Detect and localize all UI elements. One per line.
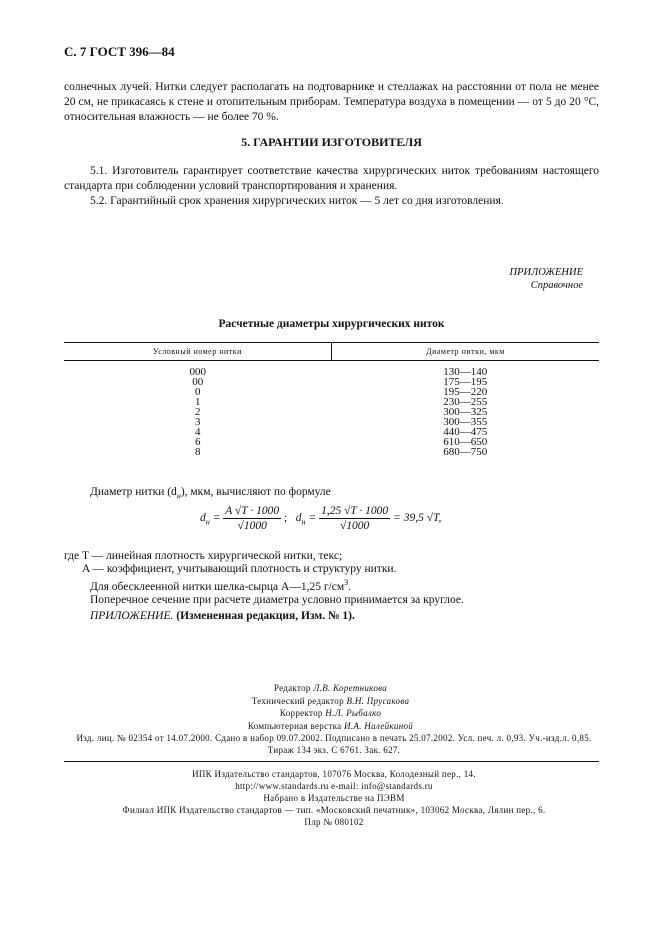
table-row: [64, 397, 599, 407]
formula-intro: [90, 486, 331, 500]
editor-line: Редактор Л.В. Коретникова: [273, 683, 388, 693]
editor-line: Технический редактор В.Н. Прусакова: [251, 695, 410, 706]
section-item-5-1: 5.1. Изготовитель гарантирует соответствие качества хирургических ниток требованиям настоящего стандарта при соблюдении условий транспортирования и хранения.: [64, 165, 599, 192]
appendix-label: ПРИЛОЖЕНИЕ: [509, 267, 583, 278]
diameter-table: [64, 342, 599, 457]
publisher-line: Плр № 080102: [304, 817, 364, 827]
formula-separator: ;: [283, 512, 288, 525]
formula-intro-sub: н: [176, 491, 181, 501]
legend-line-t: где T — линейная плотность хирургической нитки, текс;: [64, 550, 343, 562]
formula-result: = 39,5 √T,: [393, 512, 442, 525]
table-row: [64, 437, 599, 447]
table-cell: 195—220: [443, 386, 488, 398]
table-header-diameter: Диаметр нитки, мкм: [332, 343, 600, 361]
imprint-line: Изд. лиц. № 02354 от 14.07.2000. Сдано в набор 09.07.2002. Подписано в печать 25.07.2002. Усл. печ. л. 0,93. Уч.-изд.л. 0,85.: [76, 733, 592, 743]
editor-line: Корректор Н.Л. Рыбалко: [279, 708, 382, 718]
section-items: [64, 164, 599, 209]
legend-line-a: A — коэффициент, учитывающий плотность и структуру нитки.: [82, 563, 397, 575]
table-cell: 300—325: [443, 406, 488, 418]
table-cell: 175—195: [443, 376, 488, 388]
table-row: [64, 387, 599, 397]
publisher-line: Набрано в Издательстве на ПЭВМ: [263, 793, 405, 803]
formula-lhs: $d_н$ =: [200, 512, 221, 527]
table-cell: 300—355: [443, 416, 488, 428]
table-cell: 0: [195, 386, 201, 398]
formula-fraction-2-num: 1,25 √T · 1000: [321, 505, 389, 517]
table-row: [64, 377, 599, 387]
editor-line: Компьютерная верстка И.А. Налейкиной: [247, 720, 414, 731]
section-item-5-2: 5.2. Гарантийный срок хранения хирургических ниток — 5 лет со дня изготовления.: [90, 195, 504, 207]
table-header-number: Условный номер нитки: [64, 343, 332, 361]
intro-paragraph: [64, 80, 599, 125]
legend-line-section: Поперечное сечение при расчете диаметра условно принимается за круглое.: [90, 593, 464, 606]
table-row: [64, 427, 599, 437]
editors-block: [0, 682, 661, 732]
formula-fraction-2-den: √1000: [339, 520, 370, 532]
section-title: 5. ГАРАНТИИ ИЗГОТОВИТЕЛЯ: [241, 135, 422, 149]
table-title: Расчетные диаметры хирургических ниток: [218, 318, 445, 330]
divider: [64, 761, 599, 762]
formula: [200, 505, 441, 532]
table-cell: 230—255: [443, 396, 488, 408]
table-cell: 130—140: [443, 366, 488, 378]
table-row: [64, 407, 599, 417]
legend-line-silk: Для обесклеенной нитки шелка-сырца A—1,25 $г/см^3$.: [90, 578, 352, 593]
page-header: С. 7 ГОСТ 396—84: [64, 44, 175, 59]
table-row: [64, 361, 599, 378]
table-cell: 00: [192, 376, 204, 388]
formula-lhs-2: $d_н$ =: [295, 512, 317, 527]
intro-text: солнечных лучей. Нитки следует располагать на подтоварнике и стеллажах на расстоянии от пола не менее 20 см, не прикасаясь к стене и отопительным приборам. Температура воздуха в помещении — от 5 до 20 °С, относительная влажность — не более 70 %.: [64, 81, 599, 123]
publisher-line: http://www.standards.ru e-mail: info@standards.ru: [235, 781, 433, 791]
formula-fraction-2: [319, 505, 390, 532]
imprint-block: [64, 732, 604, 756]
publisher-line: ИПК Издательство стандартов, 107076 Москва, Колодезный пер., 14.: [192, 769, 476, 779]
table-row: [64, 417, 599, 427]
table-cell: 2: [195, 406, 201, 418]
table-cell: 610—650: [443, 436, 488, 448]
table-cell: 440—475: [443, 426, 488, 438]
formula-intro-end: ), мкм, вычисляют по формуле: [180, 486, 331, 498]
publisher-block: [64, 768, 604, 828]
table-cell: 4: [195, 426, 201, 438]
appendix-type: Справочное: [530, 280, 583, 291]
imprint-line: Тираж 134 экз. С 6761. Зак. 627.: [267, 745, 401, 755]
publisher-line: Филиал ИПК Издательство стандартов — тип. «Московский печатник», 103062 Москва, Лялин пер., 6.: [122, 805, 546, 815]
formula-legend: [64, 550, 604, 623]
formula-fraction-1-num: A √T · 1000: [225, 505, 280, 517]
table-cell: 3: [195, 416, 201, 428]
revision-note: ПРИЛОЖЕНИЕ. (Измененная редакция, Изм. № 1).: [90, 609, 355, 622]
formula-intro-text: Диаметр нитки (d: [90, 486, 177, 498]
formula-fraction-1: [223, 505, 281, 532]
table-cell: 680—750: [443, 446, 488, 458]
table-row: [64, 447, 599, 457]
table-cell: 1: [195, 396, 201, 408]
table-cell: 8: [195, 446, 201, 458]
table-cell: 6: [195, 436, 201, 448]
formula-fraction-1-den: √1000: [237, 520, 267, 532]
table-cell: 000: [189, 366, 206, 378]
